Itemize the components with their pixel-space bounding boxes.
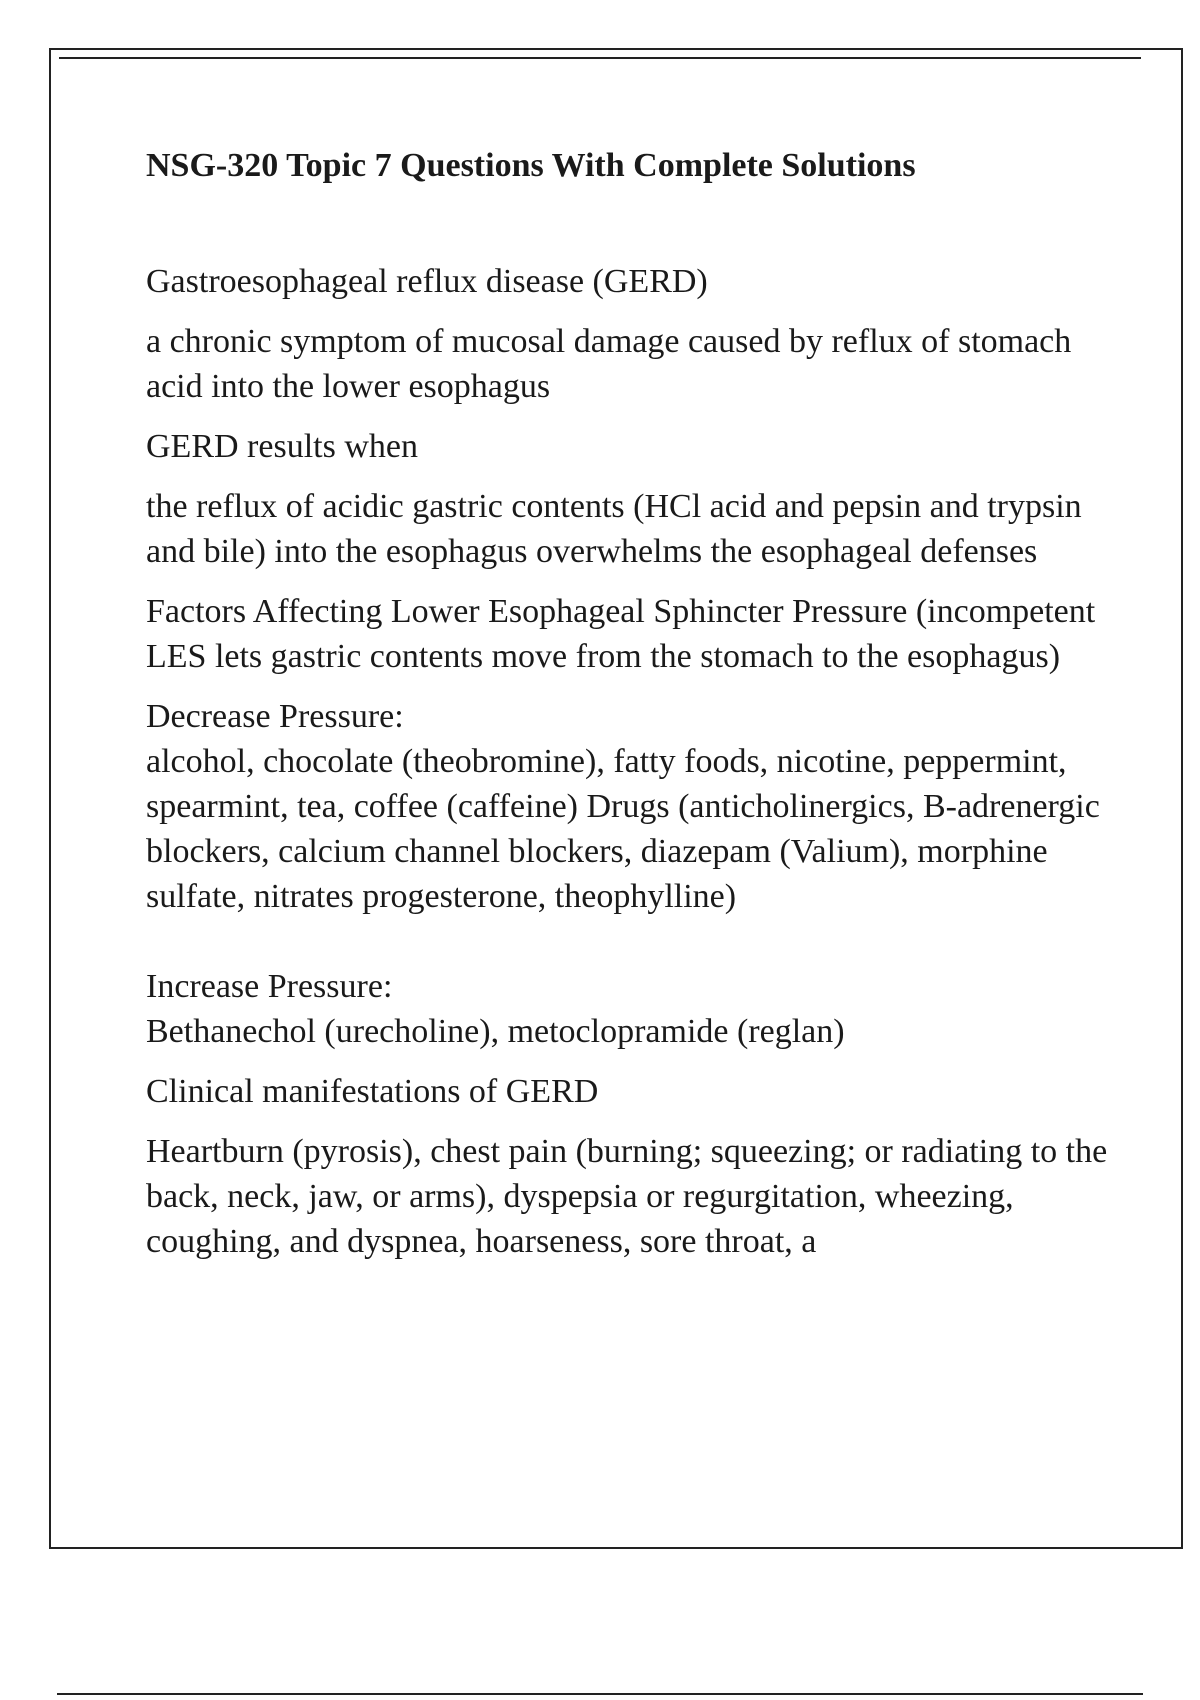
term-clinical-manifestations: Clinical manifestations of GERD [146, 1073, 599, 1110]
document-title: NSG-320 Topic 7 Questions With Complete Solutions [146, 147, 916, 184]
term-les-factors: Factors Affecting Lower Esophageal Sphincter Pressure (incompetent LES lets gastric contents move from the stomach to the esophagus) [146, 593, 1096, 675]
definition-gerd-results: the reflux of acidic gastric contents (HCl acid and pepsin and trypsin and bile) into the esophagus overwhelms the esophageal defenses [146, 488, 1082, 570]
paragraph-spacer [146, 919, 1136, 964]
term-gerd: Gastroesophageal reflux disease (GERD) [146, 263, 708, 300]
increase-pressure-list: Bethanechol (urecholine), metoclopramide (reglan) [146, 1013, 845, 1050]
increase-pressure-heading: Increase Pressure: [146, 968, 393, 1005]
definition-gerd: a chronic symptom of mucosal damage caused by reflux of stomach acid into the lower esophagus [146, 323, 1072, 405]
page-frame [49, 48, 1183, 1549]
definition-clinical-manifestations: Heartburn (pyrosis), chest pain (burning; squeezing; or radiating to the back, neck, jaw, or arms), dyspepsia or regurgitation, wheezing, coughing, and dyspnea, hoarseness, sore throat, a [146, 1133, 1108, 1260]
bottom-rule [57, 1693, 1143, 1695]
decrease-pressure-list: alcohol, chocolate (theobromine), fatty foods, nicotine, peppermint, spearmint, tea, coffee (caffeine) Drugs (anticholinergics, B-adrenergic blockers, calcium channel blockers, diazepam (Valium), morphine sulfate, nitrates progesterone, theophylline) [146, 743, 1100, 915]
term-gerd-results: GERD results when [146, 428, 418, 465]
definition-les-factors [146, 694, 1136, 1054]
document-body [146, 145, 1136, 1279]
decrease-pressure-heading: Decrease Pressure: [146, 698, 404, 735]
top-rule [59, 57, 1141, 59]
